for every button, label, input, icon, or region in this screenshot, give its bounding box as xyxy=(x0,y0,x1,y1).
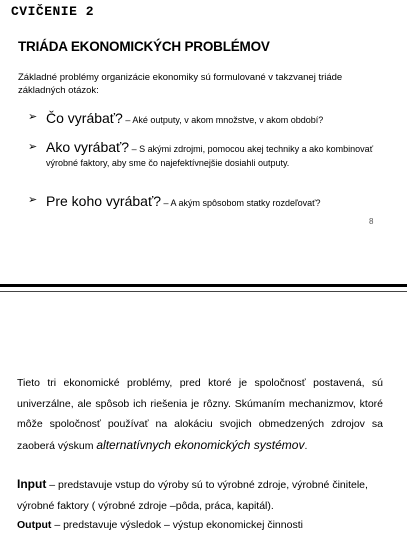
intro-text: Základné problémy organizácie ekonomiky sú formulované v takzvanej triáde základných otázok: xyxy=(18,72,343,96)
page-title: TRIÁDA EKONOMICKÝCH PROBLÉMOV xyxy=(18,39,270,54)
bullet-answer: – A akým spôsobom statky rozdeľovať? xyxy=(160,198,321,208)
output-text: – predstavuje výsledok – výstup ekonomickej činnosti xyxy=(51,519,303,531)
output-term: Output xyxy=(17,519,52,531)
slide-page-number: 8 xyxy=(369,217,374,226)
bullet-question: Pre koho vyrábať? xyxy=(46,193,161,209)
input-term: Input xyxy=(17,477,47,491)
bullet-answer: – Aké outputy, v akom množstve, v akom období? xyxy=(122,115,324,125)
exercise-header: CVIČENIE 2 xyxy=(11,4,95,19)
input-definition xyxy=(17,474,383,516)
input-text: – predstavuje vstup do výroby sú to výrobné zdroje, výrobné činitele, výrobné faktory ( výrobné zdroje –pôda, práca, kapitál). xyxy=(17,479,368,512)
bullet-question: Čo vyrábať? xyxy=(46,110,123,126)
bullet-arrow-icon: ➢ xyxy=(28,111,38,123)
paragraph-text: Tieto tri ekonomické problémy, pred ktoré je spoločnosť postavená, sú univerzálne, ale spôsob ich riešenia je rôzny. Skúmaním mechanizmov, ktoré môže spoločnosť používať na alokáciu svojich obmedzených zdrojov sa zaoberá výskum xyxy=(17,377,383,452)
bullet-answer: – S akými zdrojmi, pomocou akej techniky a ako kombinovať výrobné faktory, aby sme čo najefektívnejšie dosiahli outputy. xyxy=(46,144,374,168)
bullet-arrow-icon: ➢ xyxy=(28,141,38,153)
page-separator xyxy=(0,284,407,287)
bullet-arrow-icon: ➢ xyxy=(28,194,38,206)
output-definition xyxy=(17,515,397,535)
body-paragraph xyxy=(17,373,383,456)
paragraph-emphasis: alternatívnych ekonomických systémov xyxy=(96,437,305,452)
page-separator-thin xyxy=(0,291,407,292)
paragraph-end: . xyxy=(304,439,308,452)
bullet-question: Ako vyrábať? xyxy=(46,139,130,155)
